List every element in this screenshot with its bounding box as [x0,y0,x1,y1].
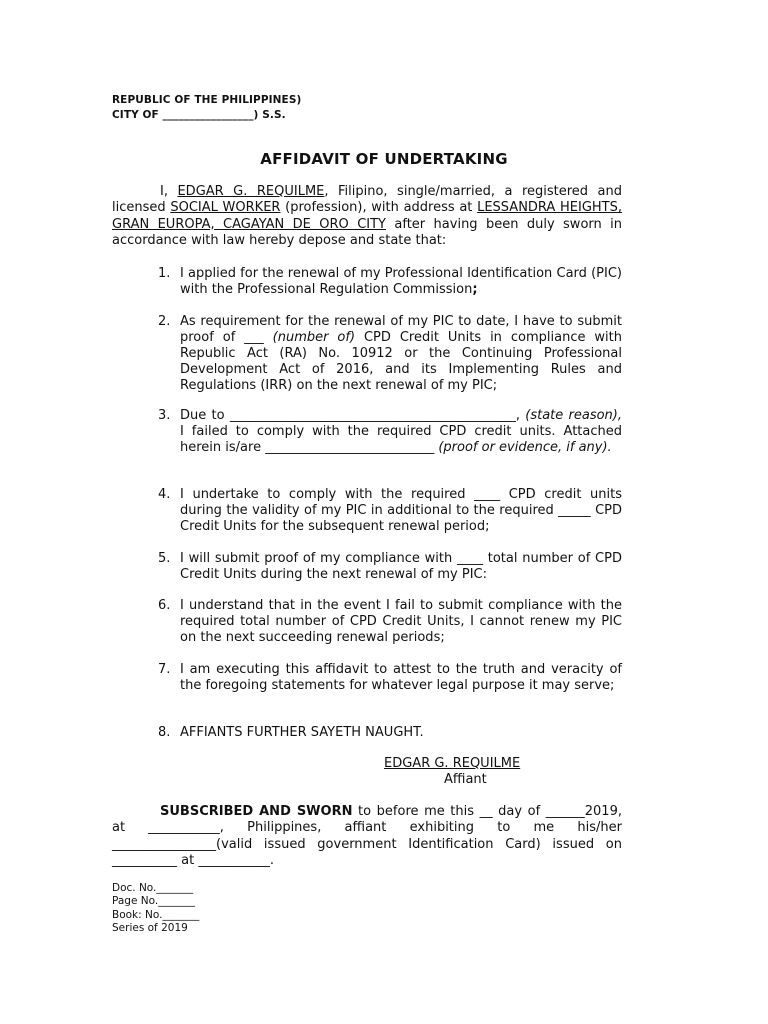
list-item: 8. AFFIANTS FURTHER SAYETH NAUGHT. [158,725,424,740]
notarial-reference [112,882,199,935]
signature-role: Affiant [444,772,487,787]
document-title: AFFIDAVIT OF UNDERTAKING [260,150,508,168]
list-item: 5. I will submit proof of my compliance with ____ total number of CPD Credit Units during the next renewal of my PIC: [158,551,622,582]
jurat-heading: SUBSCRIBED AND SWORN [160,804,353,819]
list-item: 6. I understand that in the event I fail to submit compliance with the required total number of CPD Credit Units, I cannot renew my PIC on the next succeeding renewal periods; [158,598,622,645]
signature-name: EDGAR G. REQUILME [384,756,521,771]
venue-republic: REPUBLIC OF THE PHILIPPINES) [112,94,302,106]
list-item: 1. I applied for the renewal of my Professional Identification Card (PIC) with the Professional Regulation Commission; [158,266,622,297]
venue-block [112,93,301,123]
list-item: 2. As requirement for the renewal of my PIC to date, I have to submit proof of ___ (number of) CPD Credit Units in compliance with Republic Act (RA) No. 10912 or the Continuing Professional Development Act of 2016, and its Implementing Rules and Regulations (IRR) on the next renewal of my PIC; [158,314,622,393]
book-number: Book: No._______ [112,908,200,921]
page-number: Page No._______ [112,895,195,908]
address: LESSANDRA HEIGHTS, GRAN EUROPA, CAGAYAN DE ORO CITY [112,200,623,232]
affiant-name: EDGAR G. REQUILME [177,184,325,199]
jurat-paragraph: SUBSCRIBED AND SWORN to before me this __ day of ______2019, at ___________, Philippines, affiant exhibiting to me his/her ________________(valid issued government Identification Card) issued on __________ at ___________. [112,804,622,868]
list-item: 4. I undertake to comply with the required ____ CPD credit units during the validity of my PIC in additional to the required _____ CPD Credit Units for the subsequent renewal period; [158,487,622,534]
series-year: Series of 2019 [112,921,188,934]
profession: SOCIAL WORKER [170,200,281,216]
list-item: 3. Due to ____________________________________________, (state reason), I failed to comply with the required CPD credit units. Attached herein is/are __________________________ (proof or evidence, if any). [158,408,623,455]
venue-city: CITY OF _________________) S.S. [112,109,286,121]
intro-paragraph: I, EDGAR G. REQUILME, Filipino, single/married, a registered and licensed SOCIAL WORKER (profession), with address at LESSANDRA HEIGHTS, GRAN EUROPA, CAGAYAN DE ORO CITY after having been duly sworn in accordance with law hereby depose and state that: [112,184,623,248]
list-item: 7. I am executing this affidavit to attest to the truth and veracity of the foregoing statements for whatever legal purpose it may serve; [158,662,622,693]
doc-number: Doc. No._______ [112,882,194,894]
